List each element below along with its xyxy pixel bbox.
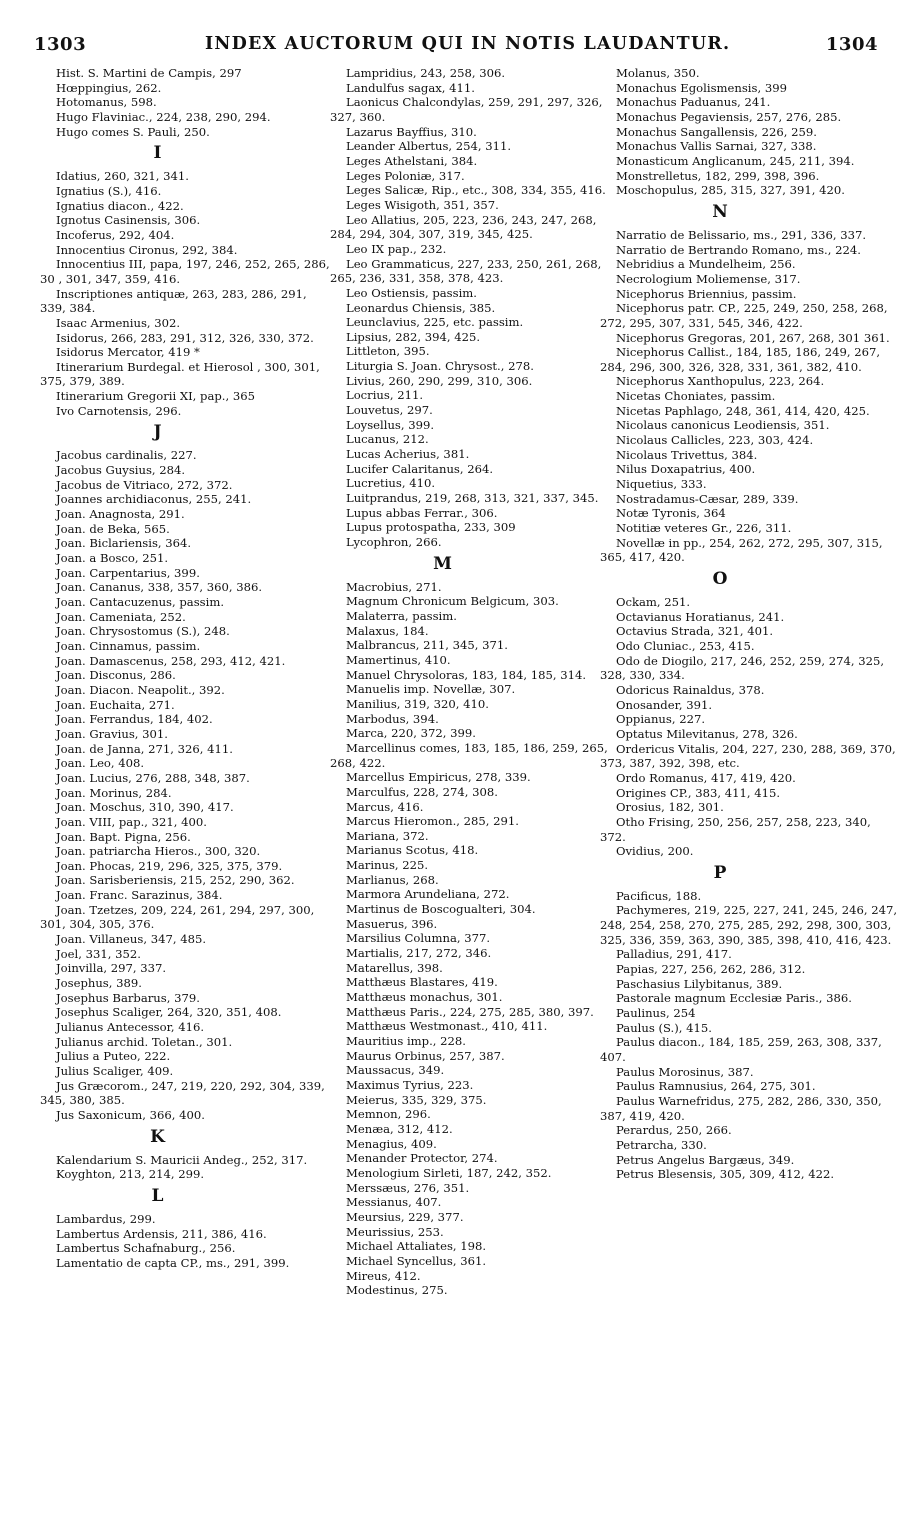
index-entry: Itinerarium Gregorii XI, pap., 365: [56, 389, 255, 404]
index-entry: Mireus, 412.: [346, 1268, 421, 1283]
index-entry: Necrologium Moliemense, 317.: [616, 271, 801, 286]
index-entry: Meierus, 335, 329, 375.: [346, 1092, 487, 1107]
index-entry: Joan. Phocas, 219, 296, 325, 375, 379.: [56, 858, 283, 873]
index-entry: Koyghton, 213, 214, 299.: [56, 1167, 205, 1182]
index-entry: Nicolaus canonicus Leodiensis, 351.: [616, 418, 830, 433]
index-entry: Nilus Doxapatrius, 400.: [616, 462, 756, 477]
index-entry: Joinvilla, 297, 337.: [56, 961, 167, 976]
index-entry: Louvetus, 297.: [346, 403, 433, 418]
index-entry: Narratio de Bertrando Romano, ms., 224.: [616, 242, 861, 257]
index-entry: Maurus Orbinus, 257, 387.: [346, 1048, 505, 1063]
index-entry: Nicolaus Callicles, 223, 303, 424.: [616, 433, 814, 448]
index-entry: Joan. Cinnamus, passim.: [56, 638, 201, 653]
index-entry: Joan. Disconus, 286.: [56, 668, 176, 683]
index-entry: Monstrelletus, 182, 299, 398, 396.: [616, 168, 820, 183]
index-entry: Octavianus Horatianus, 241.: [616, 609, 785, 624]
index-entry: Jus Græcorom., 247, 219, 220, 292, 304, 339, 345, 380, 385.: [40, 1078, 325, 1108]
index-entry: Lucretius, 410.: [346, 476, 436, 491]
index-entry: Lucanus, 212.: [346, 432, 429, 447]
index-entry: Moschopulus, 285, 315, 327, 391, 420.: [616, 183, 845, 198]
index-entry: Matthæus Westmonast., 410, 411.: [346, 1019, 548, 1034]
index-entry: Ignotus Casinensis, 306.: [56, 213, 201, 228]
index-entry: Leo Grammaticus, 227, 233, 250, 261, 268, 265, 236, 331, 358, 378, 423.: [330, 256, 602, 286]
index-entry: Innocentius III, papa, 197, 246, 252, 265, 286, 30 , 301, 347, 359, 416.: [40, 257, 330, 286]
index-entry: Nostradamus-Cæsar, 289, 339.: [616, 491, 799, 506]
index-entry: Hotomanus, 598.: [56, 95, 157, 110]
index-entry: Ordericus Vitalis, 204, 227, 230, 288, 369, 370, 373, 387, 392, 398, etc.: [600, 741, 896, 771]
index-entry: Matthæus monachus, 301.: [346, 990, 503, 1005]
index-entry: Lucas Acherius, 381.: [346, 447, 470, 462]
index-entry: Marcellinus comes, 183, 185, 186, 259, 265, 268, 422.: [330, 740, 608, 770]
index-entry: Merssæus, 276, 351.: [346, 1180, 470, 1195]
index-entry: Joan. Leo, 408.: [56, 756, 145, 771]
index-entry: Petrus Angelus Bargæus, 349.: [616, 1152, 795, 1167]
index-entry: Notæ Tyronis, 364: [616, 506, 726, 521]
index-entry: Niquetius, 333.: [616, 477, 707, 492]
index-entry: Messianus, 407.: [346, 1195, 442, 1210]
index-entry: Jacobus de Vitriaco, 272, 372.: [56, 477, 233, 492]
index-entry: Ivo Carnotensis, 296.: [56, 403, 182, 418]
index-entry: Nicetas Paphlago, 248, 361, 414, 420, 425.: [616, 403, 870, 418]
index-entry: Monachus Sangallensis, 226, 259.: [616, 124, 817, 139]
index-entry: Locrius, 211.: [346, 388, 424, 403]
index-entry: Lupus abbas Ferrar., 306.: [346, 505, 498, 520]
index-entry: Meursius, 229, 377.: [346, 1209, 464, 1224]
index-entry: Pachymeres, 219, 225, 227, 241, 245, 246, 247, 248, 254, 258, 270, 275, 285, 292, 298, 300, 303, 325, 336, 359, 363, 390, 385, 398, 410, 416, 423.: [600, 903, 898, 947]
index-entry: Macrobius, 271.: [346, 579, 442, 594]
index-entry: Isaac Armenius, 302.: [56, 315, 181, 330]
index-entry: Leo IX pap., 232.: [346, 241, 447, 256]
letter-heading: O: [712, 569, 728, 589]
index-entry: Innocentius Cironus, 292, 384.: [56, 242, 238, 257]
index-entry: Papias, 227, 256, 262, 286, 312.: [616, 962, 806, 977]
index-entry: Marmora Arundeliana, 272.: [346, 887, 510, 902]
index-entry: Matthæus Blastares, 419.: [346, 975, 498, 990]
index-entry: Lupus protospatha, 233, 309: [346, 520, 516, 535]
index-entry: Ignatius diacon., 422.: [56, 198, 184, 213]
index-entry: Joan. Cameniata, 252.: [56, 609, 186, 624]
index-entry: Landulfus sagax, 411.: [346, 80, 475, 95]
index-entry: Manilius, 319, 320, 410.: [346, 696, 489, 711]
index-entry: Monachus Vallis Sarnai, 327, 338.: [616, 139, 817, 154]
letter-heading: N: [712, 201, 728, 222]
index-entry: Paulus Ramnusius, 264, 275, 301.: [616, 1079, 816, 1094]
index-entry: Odoricus Rainaldus, 378.: [616, 682, 765, 697]
index-entry: Paulus diacon., 184, 185, 259, 263, 308, 337, 407.: [600, 1035, 882, 1065]
index-entry: Origines CP., 383, 411, 415.: [616, 785, 781, 800]
index-entry: Lambertus Ardensis, 211, 386, 416.: [56, 1226, 267, 1241]
index-entry: Paulus Morosinus, 387.: [616, 1064, 754, 1079]
letter-heading: J: [153, 422, 162, 443]
index-entry: Laonicus Chalcondylas, 259, 291, 297, 326, 327, 360.: [330, 95, 603, 124]
index-entry: Monachus Pegaviensis, 257, 276, 285.: [616, 109, 842, 124]
index-entry: Meurissius, 253.: [346, 1224, 444, 1239]
index-entry: Lazarus Bayffius, 310.: [346, 124, 477, 139]
index-entry: Pacificus, 188.: [616, 888, 702, 903]
index-entry: Mariana, 372.: [346, 828, 429, 843]
index-entry: Joan. Gravius, 301.: [56, 726, 168, 741]
index-entry: Leges Poloniæ, 317.: [346, 168, 465, 183]
index-entry: Onosander, 391.: [616, 697, 713, 712]
index-entry: Lipsius, 282, 394, 425.: [346, 329, 481, 344]
index-entry: Inscriptiones antiquæ, 263, 283, 286, 291, 339, 384.: [40, 286, 307, 316]
index-entry: Leunclavius, 225, etc. passim.: [346, 315, 524, 330]
letter-heading: P: [713, 862, 727, 883]
index-entry: Julianus archid. Toletan., 301.: [56, 1034, 233, 1049]
index-entry: Joan. Diacon. Neapolit., 392.: [56, 682, 225, 697]
index-entry: Leo Ostiensis, passim.: [346, 285, 477, 300]
index-entry: Joan. Damascenus, 258, 293, 412, 421.: [56, 653, 286, 668]
index-entry: Novellæ in pp., 254, 262, 272, 295, 307, 315, 365, 417, 420.: [600, 535, 883, 565]
index-entry: Monachus Egolismensis, 399: [616, 80, 787, 95]
index-entry: Idatius, 260, 321, 341.: [56, 169, 189, 184]
index-entry: Ignatius (S.), 416.: [56, 183, 162, 198]
page-number-right: 1304: [825, 34, 878, 55]
index-entry: Modestinus, 275.: [346, 1283, 448, 1298]
index-entry: Petrus Blesensis, 305, 309, 412, 422.: [616, 1167, 835, 1182]
index-entry: Joannes archidiaconus, 255, 241.: [56, 492, 252, 507]
index-entry: Pastorale magnum Ecclesiæ Paris., 386.: [616, 991, 852, 1006]
index-entry: Narratio de Belissario, ms., 291, 336, 337.: [616, 227, 867, 242]
index-entry: Incoferus, 292, 404.: [56, 227, 175, 242]
index-entry: Joan. Cananus, 338, 357, 360, 386.: [56, 580, 263, 595]
index-entry: Joan. de Janna, 271, 326, 411.: [56, 741, 233, 756]
index-entry: Odo Cluniac., 253, 415.: [616, 638, 755, 653]
index-entry: Nicephorus Gregoras, 201, 267, 268, 301 361.: [616, 330, 890, 345]
index-entry: Perardus, 250, 266.: [616, 1123, 732, 1138]
index-entry: Joan. Franc. Sarazinus, 384.: [56, 888, 223, 903]
index-entry: Marcus Hieromon., 285, 291.: [346, 814, 519, 829]
index-entry: Marculfus, 228, 274, 308.: [346, 784, 498, 799]
index-entry: Paulus (S.), 415.: [616, 1020, 712, 1035]
index-entry: Marcellus Empiricus, 278, 339.: [346, 770, 531, 785]
index-entry: Marianus Scotus, 418.: [346, 843, 479, 858]
index-entry: Optatus Milevitanus, 278, 326.: [616, 726, 798, 741]
index-entry: Maussacus, 349.: [346, 1063, 445, 1078]
index-entry: Martialis, 217, 272, 346.: [346, 946, 492, 961]
letter-heading: L: [151, 1185, 164, 1206]
index-entry: Mauritius imp., 228.: [346, 1034, 466, 1048]
index-entry: Leander Albertus, 254, 311.: [346, 139, 512, 154]
index-entry: Marsilius Columna, 377.: [346, 931, 491, 946]
index-entry: Matthæus Paris., 224, 275, 285, 380, 397.: [346, 1004, 594, 1019]
index-entry: Lucifer Calaritanus, 264.: [346, 461, 494, 476]
index-entry: Joan. Chrysostomus (S.), 248.: [56, 624, 230, 639]
index-entry: Julius a Puteo, 222.: [56, 1049, 171, 1064]
index-entry: Joan. Tzetzes, 209, 224, 261, 294, 297, 300, 301, 304, 305, 376.: [40, 902, 315, 932]
page-title: INDEX AUCTORUM QUI IN NOTIS LAUDANTUR.: [205, 34, 731, 54]
index-entry: Marca, 220, 372, 399.: [346, 726, 476, 741]
index-entry: Josephus Scaliger, 264, 320, 351, 408.: [56, 1005, 282, 1020]
index-entry: Nicephorus patr. CP., 225, 249, 250, 258, 268, 272, 295, 307, 331, 545, 346, 422.: [600, 301, 888, 330]
index-entry: Hœppingius, 262.: [56, 80, 162, 95]
index-entry: Joan. Cantacuzenus, passim.: [56, 595, 225, 609]
index-entry: Leo Allatius, 205, 223, 236, 243, 247, 268, 284, 294, 304, 307, 319, 345, 425.: [330, 212, 597, 242]
index-entry: Jus Saxonicum, 366, 400.: [56, 1107, 205, 1122]
index-entry: Kalendarium S. Mauricii Andeg., 252, 317.: [56, 1152, 308, 1167]
letter-heading: K: [150, 1126, 165, 1147]
index-entry: Oppianus, 227.: [616, 712, 706, 727]
page-number-left: 1303: [34, 34, 87, 55]
index-entry: Menologium Sirleti, 187, 242, 352.: [346, 1165, 552, 1180]
index-entry: Leges Athelstani, 384.: [346, 153, 478, 168]
index-entry: Lampridius, 243, 258, 306.: [346, 66, 506, 80]
index-entry: Julianus Antecessor, 416.: [56, 1020, 205, 1035]
index-entry: Paschasius Lilybitanus, 389.: [616, 976, 783, 991]
index-entry: Liturgia S. Joan. Chrysost., 278.: [346, 359, 534, 374]
index-entry: Menæa, 312, 412.: [346, 1121, 453, 1136]
index-entry: Monasticum Anglicanum, 245, 211, 394.: [616, 153, 855, 168]
index-entry: Joan. Morinus, 284.: [56, 785, 172, 800]
index-entry: Lycophron, 266.: [346, 535, 442, 549]
index-entry: Joan. VIII, pap., 321, 400.: [56, 814, 207, 829]
index-entry: Hist. S. Martini de Campis, 297: [56, 66, 242, 80]
index-entry: Memnon, 296.: [346, 1107, 431, 1122]
index-entry: Isidorus Mercator, 419 *: [56, 345, 200, 360]
index-entry: Joan. Moschus, 310, 390, 417.: [56, 800, 234, 815]
index-entry: Leges Wisigoth, 351, 357.: [346, 197, 499, 212]
index-entry: Nicephorus Briennius, passim.: [616, 286, 797, 301]
index-entry: Nicetas Choniates, passim.: [616, 389, 776, 404]
index-entry: Magnum Chronicum Belgicum, 303.: [346, 594, 559, 609]
index-entry: Ockam, 251.: [616, 595, 691, 609]
index-entry: Ovidius, 200.: [616, 844, 694, 859]
index-entry: Loysellus, 399.: [346, 417, 435, 432]
index-entry: Martinus de Boscogualteri, 304.: [346, 902, 536, 917]
index-entry: Joan. Sarisberiensis, 215, 252, 290, 362.: [56, 873, 295, 888]
index-column-2: [330, 66, 615, 1298]
letter-heading: M: [433, 553, 452, 574]
index-entry: Joan. Villaneus, 347, 485.: [56, 932, 207, 947]
index-entry: Masuerus, 396.: [346, 916, 438, 931]
index-entry: Nebridius a Mundelheim, 256.: [616, 257, 796, 272]
index-entry: Joan. Lucius, 276, 288, 348, 387.: [56, 770, 250, 785]
index-entry: Lambertus Schafnaburg., 256.: [56, 1241, 236, 1256]
index-entry: Petrarcha, 330.: [616, 1137, 707, 1152]
index-entry: Manuel Chrysoloras, 183, 184, 185, 314.: [346, 667, 587, 682]
index-entry: Maximus Tyrius, 223.: [346, 1077, 474, 1092]
index-entry: Livius, 260, 290, 299, 310, 306.: [346, 373, 533, 388]
index-column-3: [600, 66, 900, 1182]
index-entry: Michael Attaliates, 198.: [346, 1239, 487, 1254]
index-entry: Menander Protector, 274.: [346, 1151, 498, 1166]
index-entry: Joan. Carpentarius, 399.: [56, 565, 200, 580]
index-entry: Littleton, 395.: [346, 344, 430, 359]
index-entry: Hugo Flaviniac., 224, 238, 290, 294.: [56, 109, 271, 124]
index-entry: Michael Syncellus, 361.: [346, 1253, 487, 1268]
index-entry: Marbodus, 394.: [346, 711, 439, 726]
index-entry: Menagius, 409.: [346, 1136, 437, 1151]
index-entry: Isidorus, 266, 283, 291, 312, 326, 330, 372.: [56, 330, 314, 345]
index-entry: Malbrancus, 211, 345, 371.: [346, 638, 508, 653]
index-entry: Joan. Euchaita, 271.: [56, 697, 175, 712]
index-entry: Josephus Barbarus, 379.: [56, 990, 200, 1005]
index-entry: Malaterra, passim.: [346, 608, 457, 623]
index-entry: Nicolaus Trivettus, 384.: [616, 447, 758, 462]
index-entry: Monachus Paduanus, 241.: [616, 95, 771, 110]
index-entry: Notitiæ veteres Gr., 226, 311.: [616, 521, 792, 536]
index-entry: Jacobus cardinalis, 227.: [56, 448, 197, 463]
index-entry: Joan. Bapt. Pigna, 256.: [56, 829, 191, 844]
index-entry: Joan. de Beka, 565.: [56, 521, 170, 536]
index-entry: Joan. Ferrandus, 184, 402.: [56, 712, 213, 727]
index-entry: Otho Frising, 250, 256, 257, 258, 223, 340, 372.: [600, 814, 871, 844]
index-entry: Luitprandus, 219, 268, 313, 321, 337, 345.: [346, 491, 599, 506]
index-entry: Marinus, 225.: [346, 858, 429, 873]
index-entry: Joan. patriarcha Hieros., 300, 320.: [56, 844, 261, 859]
index-entry: Joan. Biclariensis, 364.: [56, 536, 192, 551]
index-column-1: [40, 66, 335, 1271]
index-entry: Ordo Romanus, 417, 419, 420.: [616, 770, 796, 785]
index-entry: Marlianus, 268.: [346, 872, 439, 887]
index-entry: Orosius, 182, 301.: [616, 800, 724, 815]
index-entry: Leges Salicæ, Rip., etc., 308, 334, 355, 416.: [346, 183, 606, 198]
index-entry: Lambardus, 299.: [56, 1211, 156, 1226]
index-entry: Nicephorus Callist., 184, 185, 186, 249, 267, 284, 296, 300, 326, 328, 331, 361, 382, 410.: [600, 345, 881, 374]
index-entry: Lamentatio de capta CP., ms., 291, 399.: [56, 1255, 290, 1270]
index-entry: Marcus, 416.: [346, 799, 424, 814]
index-entry: Jacobus Guysius, 284.: [56, 463, 186, 478]
index-entry: Itinerarium Burdegal. et Hierosol , 300, 301, 375, 379, 389.: [40, 359, 320, 389]
index-entry: Matarellus, 398.: [346, 960, 443, 975]
index-entry: Odo de Diogilo, 217, 246, 252, 259, 274, 325, 328, 330, 334.: [600, 653, 885, 683]
index-entry: Octavius Strada, 321, 401.: [616, 624, 774, 639]
letter-heading: I: [153, 143, 162, 164]
index-entry: Manuelis imp. Novellæ, 307.: [346, 682, 516, 697]
index-entry: Paulinus, 254: [616, 1006, 696, 1021]
index-entry: Mamertinus, 410.: [346, 652, 451, 667]
index-entry: Palladius, 291, 417.: [616, 947, 732, 962]
index-entry: Leonardus Chiensis, 385.: [346, 300, 496, 315]
index-entry: Joan. a Bosco, 251.: [56, 551, 169, 566]
index-entry: Paulus Warnefridus, 275, 282, 286, 330, 350, 387, 419, 420.: [600, 1094, 882, 1123]
index-entry: Josephus, 389.: [56, 976, 142, 991]
index-entry: Malaxus, 184.: [346, 623, 429, 638]
index-entry: Julius Scaliger, 409.: [56, 1064, 174, 1078]
index-entry: Nicephorus Xanthopulus, 223, 264.: [616, 374, 825, 389]
index-entry: Molanus, 350.: [616, 66, 700, 80]
index-entry: Hugo comes S. Pauli, 250.: [56, 124, 210, 139]
index-entry: Joel, 331, 352.: [56, 946, 141, 961]
index-entry: Joan. Anagnosta, 291.: [56, 507, 185, 522]
